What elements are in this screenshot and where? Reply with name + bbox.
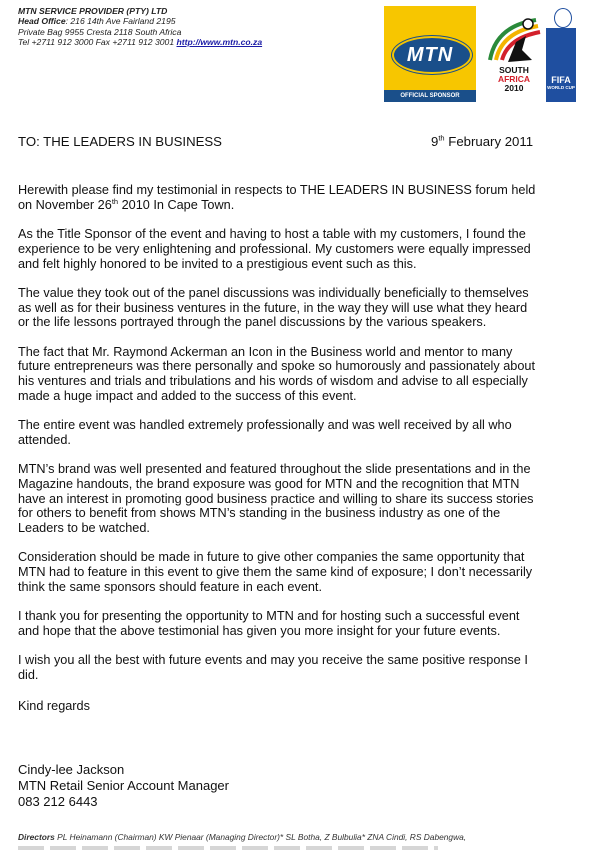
directors-label: Directors: [18, 832, 55, 842]
south-africa-2010-text: [484, 66, 544, 93]
signer-name: Cindy-lee Jackson: [18, 762, 125, 777]
date-day: 9: [431, 134, 439, 149]
fifa-text: FIFA: [551, 75, 571, 85]
paragraph-event: The entire event was handled extremely professionally and was well received by all who attended.: [18, 418, 512, 447]
letterhead: [18, 6, 262, 48]
intro-ordinal: th: [111, 196, 119, 206]
tel-fax: Tel +2711 912 3000 Fax +2711 912 3001: [18, 37, 177, 48]
closing: Kind regards: [18, 699, 90, 713]
date-ordinal: th: [438, 133, 445, 143]
clipped-footer-line: [18, 846, 438, 850]
head-office-address: : 216 14th Ave Fairland 2195: [65, 16, 176, 27]
world-cup-text: WORLD CUP: [547, 85, 575, 90]
fifa-wordmark: [546, 76, 576, 91]
intro-text: Herewith please find my testimonial in respects to THE LEADERS IN BUSINESS forum held on November 26: [18, 183, 536, 212]
paragraph-ackerman: The fact that Mr. Raymond Ackerman an Icon in the Business world and mentor to many future entrepreneurs was there personally and spoke so humorously and passionately about his ventures and trials and tribulations and his words of wisdom and advise to all especially made a huge impact and added to the success of this event.: [18, 344, 535, 403]
directors-footer: [18, 832, 466, 842]
intro-text-end: 2010 In Cape Town.: [118, 197, 235, 212]
mtn-logo-text: MTN: [406, 44, 454, 66]
official-sponsor-label: OFFICIAL SPONSOR: [384, 90, 476, 102]
paragraph-value: The value they took out of the panel discussions was individually beneficially to themselves as well as for their business ventures in the future, in the way they will use what they heard or the life lessons portrayed through the panel discussions by the various speakers.: [18, 285, 529, 330]
world-cup-trophy-icon: [554, 8, 572, 28]
signer-title: MTN Retail Senior Account Manager: [18, 778, 229, 793]
sponsor-logos: [384, 6, 584, 102]
signature-block: [18, 762, 229, 810]
fifa-world-cup-logo: [480, 6, 580, 102]
directors-list: PL Heinamann (Chairman) KW Pienaar (Managing Director)* SL Botha, Z Bulbulia* ZNA Cindi, RS Dabengwa,: [54, 832, 467, 842]
paragraph-sponsor: As the Title Sponsor of the event and having to host a table with my customers, I found the experience to be very enlightening and professional. My customers were equally impressed and felt highly honored to be invited to a prestigious event such as this.: [18, 227, 531, 271]
mtn-logo: [384, 6, 476, 102]
paragraph-wishes: I wish you all the best with future events and may you receive the same positive response I did.: [18, 653, 528, 683]
letter-date: [431, 134, 533, 149]
fifa-year-text: 2010: [504, 83, 524, 93]
paragraph-consideration: Consideration should be made in future to give other companies the same opportunity that MTN had to feature in this event to give them the same kind of exposure; I don’t necessarily think the same sponsors should feature in each event.: [18, 550, 533, 594]
recipient-line: TO: THE LEADERS IN BUSINESS: [18, 134, 222, 149]
company-name: MTN SERVICE PROVIDER (PTY) LTD: [18, 6, 168, 16]
letter-body: [18, 183, 588, 697]
paragraph-brand: MTN’s brand was well presented and featured throughout the slide presentations and in the Magazine handouts, the brand exposure was good for MTN and the recognition that MTN have an interest in promoting good business practice and willing to share its success stories for others to benefit from shows MTN’s standing in the business industry as one of the Leaders to be watched.: [18, 462, 534, 536]
signer-phone: 083 212 6443: [18, 794, 98, 809]
postal-address: Private Bag 9955 Cresta 2118 South Africa: [18, 26, 182, 37]
website-link[interactable]: http://www.mtn.co.za: [176, 37, 263, 48]
date-month-year: February 2011: [444, 134, 534, 149]
paragraph-thanks: I thank you for presenting the opportunity to MTN and for hosting such a successful event and hope that the above testimonial has given you more insight for your future events.: [18, 609, 520, 638]
intro-paragraph: [18, 183, 588, 212]
fifa-africa-text: AFRICA: [497, 74, 531, 84]
head-office-label: Head Office: [18, 16, 66, 27]
fifa-south-text: SOUTH: [499, 65, 529, 75]
fifa-player-emblem-icon: [486, 16, 546, 64]
